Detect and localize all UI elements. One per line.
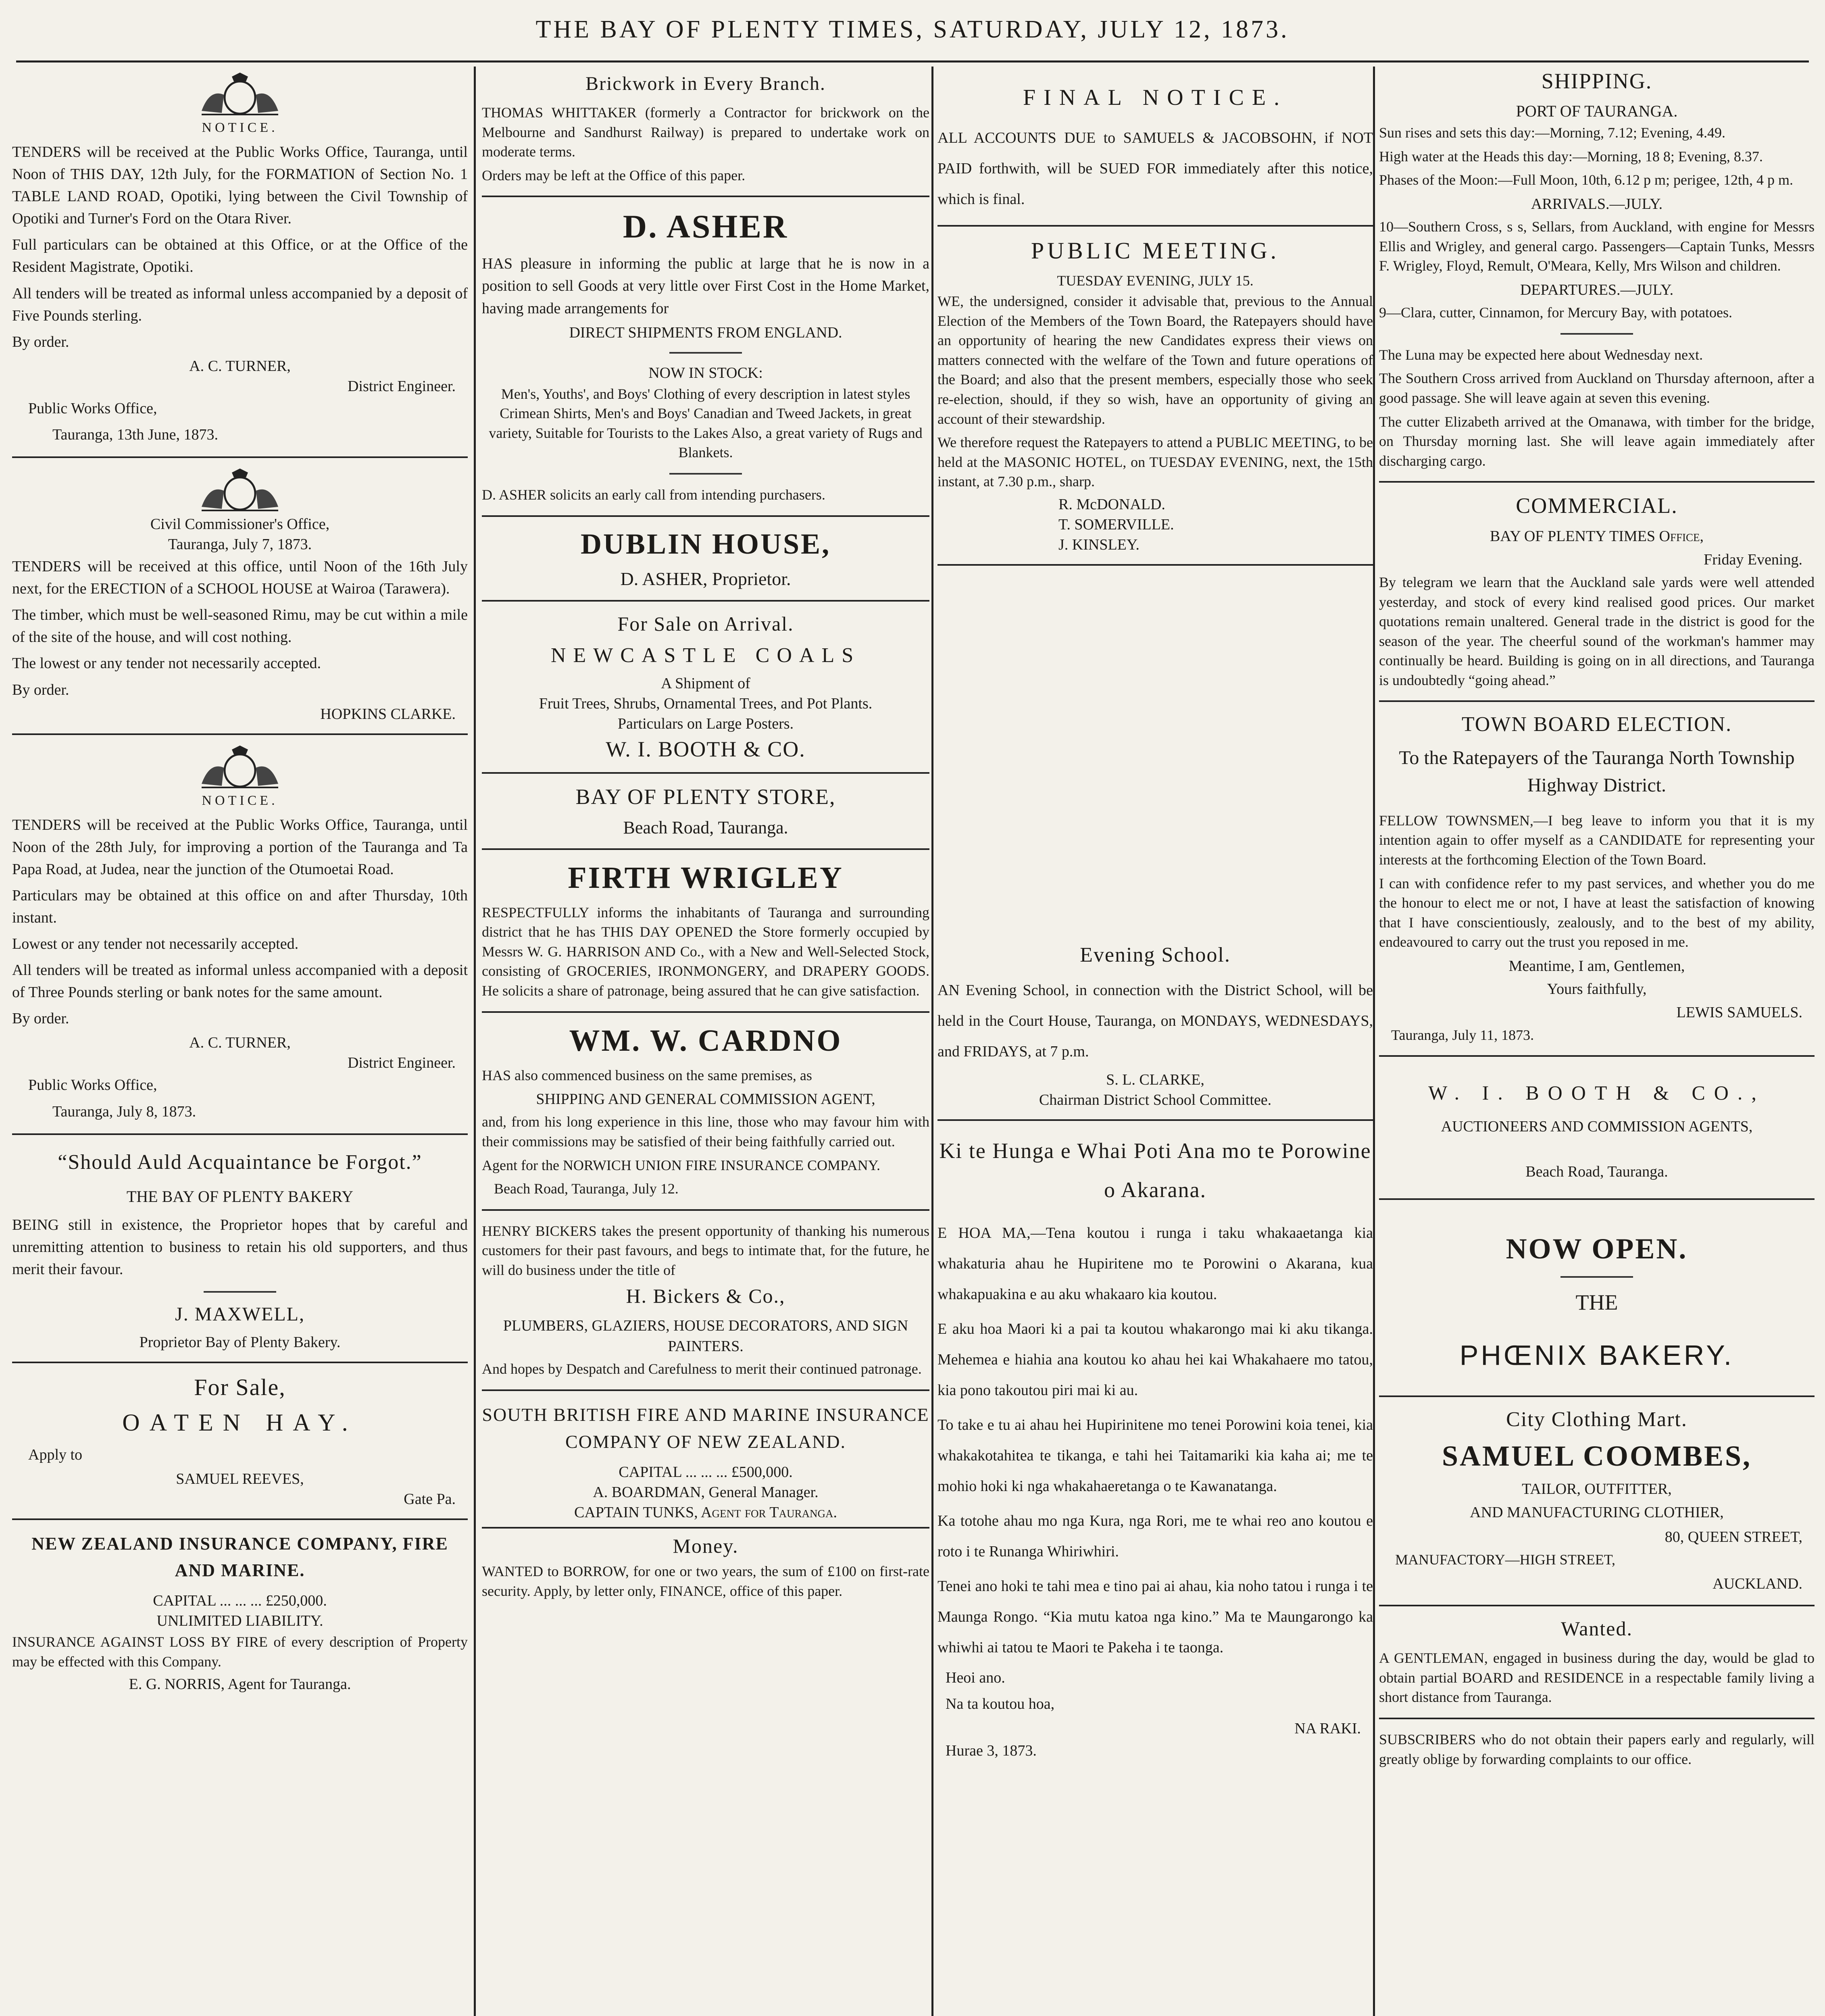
store-heading: BAY OF PLENTY STORE,: [575, 784, 836, 809]
divider: [12, 1518, 468, 1520]
cardno-body: HAS also commenced business on the same premises, as: [482, 1067, 812, 1083]
divider: [12, 456, 468, 458]
nz-insurance-heading: NEW ZEALAND INSURANCE COMPANY, FIRE AND MARINE.: [31, 1534, 448, 1581]
office-line: Civil Commissioner's Office,: [150, 516, 330, 533]
maori-date: Hurae 3, 1873.: [946, 1742, 1037, 1759]
shipping-heading: SHIPPING.: [1541, 69, 1652, 93]
port-heading: PORT OF TAURANGA.: [1516, 102, 1678, 120]
meeting-heading: PUBLIC MEETING.: [1031, 237, 1280, 264]
for-sale-item: OATEN HAY.: [122, 1409, 358, 1436]
election-body: FELLOW TOWNSMEN,—I beg leave to inform you that it is my intention again to offer myself as a CANDIDATE for representing your interests at the forthcoming Election of the Town Board.: [1379, 812, 1815, 868]
capital-dots: ... ... ...: [685, 1464, 728, 1481]
royal-crest-icon: [194, 469, 286, 513]
date-line: Tauranga, July 7, 1873.: [168, 536, 312, 553]
divider: [482, 1389, 929, 1391]
tender-notice-text: Full particulars can be obtained at this Office, or at the Office of the Resident Magistrate, Opotiki.: [12, 236, 468, 276]
cardno-date: Beach Road, Tauranga, July 12.: [494, 1181, 679, 1197]
coombes-manufactory: MANUFACTORY—HIGH STREET,: [1395, 1552, 1616, 1568]
commercial-body: By telegram we learn that the Auckland sale yards were well attended yesterday, and stock of every kind realised good prices. Our market quotations remain unaltered. General trade in the district is good for the season of the year. The cheerful sound of the workman's hammer may continually be heard. Building is going on in all directions, and Tauranga is undoubtedly “going ahead.”: [1379, 574, 1815, 688]
meeting-signature: R. McDONALD.: [1058, 496, 1165, 513]
column-divider: [1373, 67, 1375, 2016]
divider: [1379, 1395, 1815, 1397]
wanted-heading: Wanted.: [1561, 1617, 1633, 1640]
evening-school-body: AN Evening School, in connection with the District School, will be held in the Court House, Tauranga, on MONDAYS, WEDNESDAYS, and FRIDAYS, at 7 p.m.: [937, 981, 1373, 1060]
now-open-the: THE: [1575, 1290, 1618, 1315]
road-tender-text: All tenders will be treated as informal unless accompanied with a deposit of Three Pounds sterling or bank notes for the same amount.: [12, 962, 468, 1001]
divider: [1560, 333, 1633, 335]
election-signature: LEWIS SAMUELS.: [1676, 1004, 1802, 1021]
cardno-text: and, from his long experience in this line, those who may favour him with their commissions may be satisfied of their being faithfully carried out.: [482, 1114, 929, 1150]
column-1: [12, 69, 468, 2016]
office-line: Public Works Office,: [28, 400, 157, 417]
election-heading: TOWN BOARD ELECTION.: [1461, 713, 1732, 736]
meeting-body: WE, the undersigned, consider it advisable that, previous to the Annual Election of the Members of the Town Board, the Ratepayers should have an opportunity of hearing the new Candidates express their views on matters connected with the welfare of the Town and future operations of the Board; and also that the present members, especially those who seek re-election, should, if they so wish, have an opportunity of giving an account of their stewardship.: [937, 293, 1373, 427]
maori-notice-text: Ka totohe ahau mo nga Kura, nga Rori, me te whai reo ano koutou e roto i te Runanga Whiriwhiri.: [937, 1512, 1373, 1560]
maori-close: Heoi ano.: [946, 1669, 1005, 1687]
proprietor-name: J. MAXWELL,: [175, 1304, 305, 1325]
seller-place: Gate Pa.: [404, 1491, 456, 1508]
divider: [12, 1133, 468, 1135]
divider: [937, 225, 1373, 227]
signature-name: HOPKINS CLARKE.: [320, 705, 456, 723]
asher-solicit: D. ASHER solicits an early call from intending purchasers.: [482, 487, 825, 503]
cardno-role: SHIPPING AND GENERAL COMMISSION AGENT,: [536, 1091, 875, 1108]
arrival-entry: 10—Southern Cross, s s, Sellars, from Auckland, with engine for Messrs Ellis and Wrigley, and general cargo. Passengers—Captain Tunks, Messrs F. Wrigley, Floyd, Remult, O'Meara, Kelly, Mrs Wilson and children.: [1379, 219, 1815, 274]
tender-notice-body: TENDERS will be received at the Public Works Office, Tauranga, until Noon of THIS DAY, 12th July, for the FORMATION of Section No. 1 TABLE LAND ROAD, Opotiki, lying between the Civil Township of Opotiki and Turner's Ford on the Otara River.: [12, 144, 468, 227]
sun-times: Sun rises and sets this day:—Morning, 7.12; Evening, 4.49.: [1379, 125, 1725, 141]
top-rule: [16, 60, 1809, 62]
money-body: WANTED to BORROW, for one or two years, the sum of £100 on first-rate security. Apply, by letter only, FINANCE, office of this paper.: [482, 1563, 929, 1599]
road-tender-text: Lowest or any tender not necessarily accepted.: [12, 935, 299, 953]
column-divider: [931, 67, 933, 2016]
wrigley-body: RESPECTFULLY informs the inhabitants of Tauranga and surrounding district that he has THIS DAY OPENED the Store formerly occupied by Messrs W. G. HARRISON AND Co., with a New and Well-Selected Stock, consisting of GROCERIES, IRONMONGERY, and DRAPERY GOODS. He solicits a share of patronage, being assured that he can give satisfaction.: [482, 904, 929, 999]
asher-body: HAS pleasure in informing the public at large that he is now in a position to sell Goods at very little over First Cost in the Home Market, having made arrangements for: [482, 255, 929, 317]
asher-instock: NOW IN STOCK:: [648, 364, 763, 381]
blank-space: [937, 576, 1373, 939]
notice-heading: NOTICE.: [202, 120, 278, 135]
capital-line: [12, 1592, 468, 1610]
now-open-heading: NOW OPEN.: [1506, 1233, 1688, 1265]
arrival-shipment: A Shipment of: [661, 675, 750, 692]
bickers-firm: H. Bickers & Co.,: [626, 1284, 785, 1307]
divider: [1379, 1055, 1815, 1057]
apply-to: Apply to: [28, 1446, 83, 1464]
column-divider: [474, 67, 476, 2016]
school-tender-body: TENDERS will be received at this office, until Noon of the 16th July next, for the ERECTION of a SCHOOL HOUSE at Wairoa (Tarawera).: [12, 558, 468, 598]
insurance-body: INSURANCE AGAINST LOSS BY FIRE of every description of Property may be effected with this Company.: [12, 1634, 468, 1670]
by-order: By order.: [12, 681, 69, 698]
shipping-news: The cutter Elizabeth arrived at the Omanawa, with timber for the bridge, on Thursday morning last. She will leave again immediately after discharging cargo.: [1379, 413, 1815, 469]
south-british-heading: SOUTH BRITISH FIRE AND MARINE INSURANCE COMPANY OF NEW ZEALAND.: [482, 1404, 929, 1452]
capital-label: CAPITAL: [619, 1464, 682, 1481]
arrival-heading: For Sale on Arrival.: [617, 612, 794, 635]
divider: [482, 772, 929, 774]
bickers-trades: PLUMBERS, GLAZIERS, HOUSE DECORATORS, AND SIGN PAINTERS.: [503, 1317, 908, 1355]
bakery-name: THE BAY OF PLENTY BAKERY: [126, 1187, 354, 1206]
arrivals-heading: ARRIVALS.—JULY.: [1531, 195, 1663, 212]
road-tender-body: TENDERS will be received at the Public Works Office, Tauranga, until Noon of the 28th July, for improving a portion of the Tauranga and Ta Papa Road, at Judea, near the junction of the Otumoetai Road.: [12, 816, 468, 878]
clothing-mart-heading: City Clothing Mart.: [1506, 1408, 1688, 1431]
brickwork-text: Orders may be left at the Office of this paper.: [482, 167, 746, 183]
departures-heading: DEPARTURES.—JULY.: [1520, 281, 1674, 298]
money-heading: Money.: [673, 1535, 739, 1558]
coombes-name: SAMUEL COOMBES,: [1442, 1440, 1752, 1472]
asher-heading: D. ASHER: [623, 208, 789, 245]
commercial-heading: COMMERCIAL.: [1516, 494, 1678, 518]
divider: [482, 600, 929, 602]
school-tender-text: The lowest or any tender not necessarily accepted.: [12, 655, 321, 672]
divider: [669, 352, 742, 354]
coombes-trade: TAILOR, OUTFITTER,: [1522, 1481, 1672, 1498]
election-closing: Meantime, I am, Gentlemen,: [1508, 958, 1685, 975]
divider: [1379, 700, 1815, 702]
bickers-text: And hopes by Despatch and Carefulness to merit their continued patronage.: [482, 1361, 922, 1377]
evening-school-title: Chairman District School Committee.: [1039, 1091, 1272, 1108]
coombes-trade: AND MANUFACTURING CLOTHIER,: [1470, 1504, 1724, 1521]
divider: [482, 515, 929, 517]
royal-crest-icon: [194, 73, 286, 117]
divider: [669, 473, 742, 475]
school-tender-text: The timber, which must be well-seasoned Rimu, may be cut within a mile of the site of the house, and will cost nothing.: [12, 606, 468, 646]
by-order: By order.: [12, 333, 69, 350]
cardno-text: Agent for the NORWICH UNION FIRE INSURANCE COMPANY.: [482, 1157, 881, 1173]
divider: [12, 733, 468, 735]
coombes-city: AUCKLAND.: [1712, 1575, 1802, 1592]
royal-crest-icon: [194, 746, 286, 790]
evening-school-signature: S. L. CLARKE,: [1106, 1071, 1204, 1088]
divider: [12, 1362, 468, 1363]
asher-shipments: DIRECT SHIPMENTS FROM ENGLAND.: [569, 324, 842, 341]
tender-notice-text: All tenders will be treated as informal unless accompanied by a deposit of Five Pounds sterling.: [12, 285, 468, 324]
insurance-agent: E. G. NORRIS, Agent for Tauranga.: [129, 1676, 351, 1693]
maori-notice-text: Tenei ano hoki te tahi mea e tino pai ai ahau, kia noho tatou i runga i te Maunga Rongo. “Kia mutu katoa nga kino.” Ma te Maungarongo ka whiwhi ai tatou te Maori te Pakeha i te taonga.: [937, 1578, 1373, 1656]
divider: [1379, 1198, 1815, 1200]
election-text: I can with confidence refer to my past services, and whether you do me the honour to elect me or not, I have at least the satisfaction of knowing that I have conscientiously, zealously, and to the best of my ability, endeavoured to carry out the trust you reposed in me.: [1379, 875, 1815, 950]
divider: [937, 1119, 1373, 1121]
coombes-address: 80, QUEEN STREET,: [1665, 1529, 1802, 1546]
arrival-item: NEWCASTLE COALS: [550, 644, 861, 667]
maori-notice-text: E aku hoa Maori ki a pai ta koutou whakarongo mai ki aku tikanga. Mehemea e hiahia ana koutou ko ahau hei kai Whakahaere mo tatou, kia pono takoutou piri mai ki au.: [937, 1320, 1373, 1399]
capital-line: [482, 1463, 929, 1481]
high-water: High water at the Heads this day:—Morning, 18 8; Evening, 8.37.: [1379, 148, 1763, 165]
arrival-trees: Fruit Trees, Shrubs, Ornamental Trees, and Pot Plants.: [539, 695, 873, 712]
divider: [1560, 1276, 1633, 1278]
evening-school-heading: Evening School.: [1080, 943, 1231, 966]
maori-signature: NA RAKI.: [1294, 1720, 1361, 1737]
subscribers-notice: SUBSCRIBERS who do not obtain their papers early and regularly, will greatly oblige by forwarding complaints to our office.: [1379, 1731, 1815, 1767]
store-address: Beach Road, Tauranga.: [623, 817, 788, 837]
booth-heading: W. I. BOOTH & CO.,: [1428, 1081, 1765, 1104]
divider: [482, 1011, 929, 1013]
arrival-firm: W. I. BOOTH & CO.: [606, 737, 806, 761]
divider: [482, 1527, 929, 1529]
final-notice-heading: FINAL NOTICE.: [1023, 85, 1288, 110]
masthead: THE BAY OF PLENTY TIMES, SATURDAY, JULY 12, 1873.: [535, 16, 1290, 43]
divider: [482, 1209, 929, 1211]
meeting-date: TUESDAY EVENING, JULY 15.: [1057, 273, 1254, 289]
by-order: By order.: [12, 1010, 69, 1027]
capital-dots: ... ... ...: [219, 1592, 262, 1610]
final-notice-body: ALL ACCOUNTS DUE to SAMUELS & JACOBSOHN, if NOT PAID forthwith, will be SUED FOR immediately after this notice, which is final.: [937, 129, 1373, 208]
bickers-body: HENRY BICKERS takes the present opportunity of thanking his numerous customers for their past favours, and begs to intimate that, for the future, he will do business under the title of: [482, 1223, 929, 1279]
dublin-heading: DUBLIN HOUSE,: [580, 527, 831, 560]
wanted-body: A GENTLEMAN, engaged in business during the day, would be glad to obtain partial BOARD and RESIDENCE in a respectable family living a short distance from Tauranga.: [1379, 1650, 1815, 1706]
signature-title: District Engineer.: [347, 1054, 456, 1072]
road-tender-text: Particulars may be obtained at this office on and after Thursday, 10th instant.: [12, 887, 468, 926]
capital-label: CAPITAL: [153, 1592, 216, 1610]
meeting-signature: T. SOMERVILLE.: [1058, 516, 1174, 533]
maori-notice-text: To take e tu ai ahau hei Hupirinitene mo tenei Porowini koia tenei, kia whakakotahitea te tikanga, e tahi hei Taitamariki kia kaha ai; me te mohio hoki ki nga whakahaeretanga o te Kawanatanga.: [937, 1416, 1373, 1495]
manager-line: A. BOARDMAN, General Manager.: [593, 1484, 819, 1501]
election-sub: To the Ratepayers of the Tauranga North Township Highway District.: [1399, 747, 1795, 796]
shipping-news: The Southern Cross arrived from Auckland on Thursday afternoon, after a good passage. She will leave again at seven this evening.: [1379, 370, 1815, 406]
signature-name: A. C. TURNER,: [189, 1034, 291, 1052]
meeting-request: We therefore request the Ratepayers to attend a PUBLIC MEETING, to be held at the MASONIC HOTEL, on TUESDAY EVENING, next, the 15th instant, at 7.30 p.m., sharp.: [937, 434, 1373, 490]
phoenix-bakery-name: PHŒNIX BAKERY.: [1459, 1339, 1734, 1371]
asher-stock: Men's, Youths', and Boys' Clothing of every description in latest styles Crimean Shirts, Men's and Boys' Canadian and Tweed Jackets, in great variety, Suitable for Tourists to the Lakes Also, a great variety of Rugs and Blankets.: [489, 385, 923, 461]
election-date: Tauranga, July 11, 1873.: [1391, 1027, 1534, 1043]
liability-line: UNLIMITED LIABILITY.: [156, 1612, 323, 1630]
brickwork-body: THOMAS WHITTAKER (formerly a Contractor for brickwork on the Melbourne and Sandhurst Railway) is prepared to undertake work on moderate terms.: [482, 104, 929, 160]
commercial-office: BAY OF PLENTY TIMES Office,: [1490, 528, 1704, 545]
divider: [482, 848, 929, 850]
dublin-proprietor: D. ASHER, Proprietor.: [620, 568, 791, 589]
commercial-day: Friday Evening.: [1704, 551, 1802, 568]
column-3: [937, 69, 1373, 2016]
divider: [1379, 481, 1815, 483]
arrival-posters: Particulars on Large Posters.: [617, 715, 794, 732]
bakery-heading: “Should Auld Acquaintance be Forgot.”: [58, 1150, 422, 1174]
divider: [1379, 1718, 1815, 1719]
date-line: Tauranga, 13th June, 1873.: [52, 426, 219, 443]
brickwork-heading: Brickwork in Every Branch.: [585, 73, 826, 94]
maori-close: Na ta koutou hoa,: [946, 1695, 1055, 1713]
booth-role: AUCTIONEERS AND COMMISSION AGENTS,: [1441, 1118, 1753, 1135]
departure-entry: 9—Clara, cutter, Cinnamon, for Mercury Bay, with potatoes.: [1379, 304, 1733, 321]
for-sale-heading: For Sale,: [194, 1374, 286, 1401]
moon-phases: Phases of the Moon:—Full Moon, 10th, 6.12 p m; perigee, 12th, 4 p m.: [1379, 172, 1793, 188]
divider: [937, 564, 1373, 566]
date-line: Tauranga, July 8, 1873.: [52, 1103, 196, 1120]
maori-notice-text: E HOA MA,—Tena koutou i runga i taku whakaaetanga kia whakaturia ahau he Hupiritene mo te Porowini o Akarana, kua whakapuakina e au aku whakaaro kia koutou.: [937, 1225, 1373, 1303]
meeting-signature: J. KINSLEY.: [1058, 536, 1140, 553]
divider: [1379, 1605, 1815, 1606]
shipping-news: The Luna may be expected here about Wednesday next.: [1379, 346, 1703, 363]
signature-name: A. C. TURNER,: [189, 357, 291, 375]
election-closing: Yours faithfully,: [1547, 981, 1647, 998]
seller-name: SAMUEL REEVES,: [176, 1470, 304, 1488]
column-2: [482, 69, 929, 2016]
agent-line: CAPTAIN TUNKS, Agent for Tauranga.: [574, 1504, 837, 1521]
booth-address: Beach Road, Tauranga.: [1525, 1163, 1668, 1180]
cardno-heading: WM. W. CARDNO: [569, 1023, 842, 1058]
wrigley-heading: FIRTH WRIGLEY: [568, 860, 844, 895]
divider: [482, 196, 929, 197]
column-4: [1379, 69, 1815, 2016]
bakery-body: BEING still in existence, the Proprietor hopes that by careful and unremitting attention to business to retain his old supporters, and thus merit their favour.: [12, 1216, 468, 1278]
office-line: Public Works Office,: [28, 1077, 157, 1094]
capital-amount: £250,000.: [265, 1592, 327, 1610]
capital-amount: £500,000.: [731, 1464, 793, 1481]
notice-heading: NOTICE.: [202, 793, 278, 808]
signature-title: District Engineer.: [347, 377, 456, 395]
divider: [204, 1291, 276, 1293]
proprietor-title: Proprietor Bay of Plenty Bakery.: [139, 1334, 341, 1351]
maori-notice-heading: Ki te Hunga e Whai Poti Ana mo te Porowine o Akarana.: [939, 1138, 1371, 1202]
